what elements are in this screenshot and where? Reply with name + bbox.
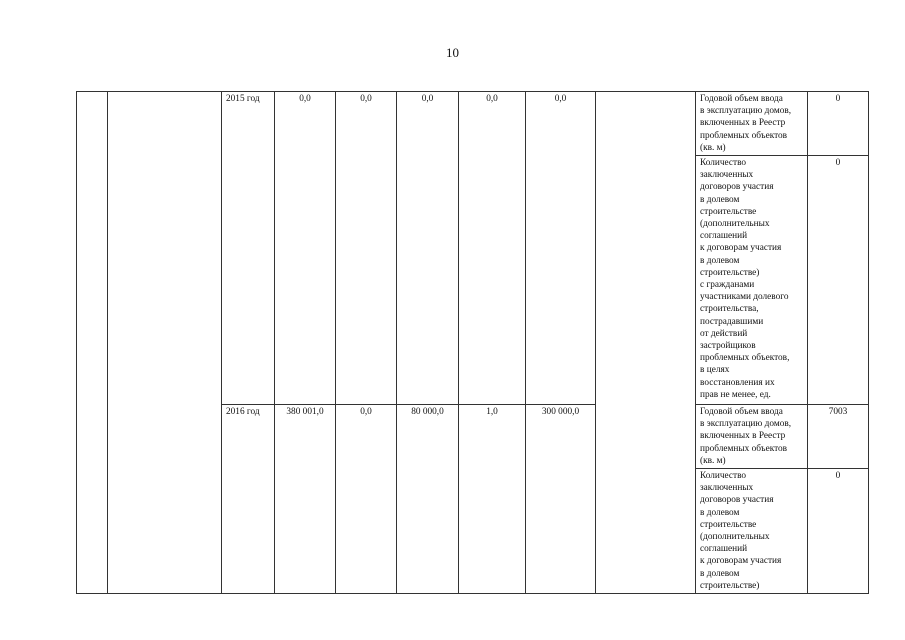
executor-cell (596, 92, 696, 594)
indicator-cell: Годовой объем ввода в эксплуатацию домов, включенных в Реестр проблемных объектов (кв. м) (696, 405, 808, 469)
value-local-cell: 1,0 (459, 405, 526, 594)
indicator-value-cell: 0 (808, 92, 869, 156)
year-cell: 2015 год (222, 92, 275, 405)
indicator-cell: Количество заключенных договоров участия в долевом строительстве (дополнительных соглашений к договорам участия в долевом строительстве) (696, 469, 808, 594)
page-number: 10 (446, 45, 459, 60)
number-cell (77, 92, 108, 594)
value-local-cell: 0,0 (459, 92, 526, 405)
value-other-cell: 300 000,0 (526, 405, 596, 594)
indicator-value-cell: 0 (808, 156, 869, 405)
indicator-value-cell: 7003 (808, 405, 869, 469)
value-federal-cell: 0,0 (336, 405, 397, 594)
program-table (76, 91, 869, 594)
value-total-cell: 380 001,0 (275, 405, 336, 594)
indicator-cell: Количество заключенных договоров участия в долевом строительстве (дополнительных соглашений к договорам участия в долевом строительстве) с гражданами участниками долевого строительства, пострадавшими от действий застройщиков проблемных объектов, в целях восстановления их прав не менее, ед. (696, 156, 808, 405)
year-cell: 2016 год (222, 405, 275, 594)
value-regional-cell: 0,0 (397, 92, 459, 405)
indicator-cell: Годовой объем ввода в эксплуатацию домов, включенных в Реестр проблемных объектов (кв. м) (696, 92, 808, 156)
table-row (77, 92, 869, 156)
measure-name-cell (108, 92, 222, 594)
value-federal-cell: 0,0 (336, 92, 397, 405)
indicator-value-cell: 0 (808, 469, 869, 594)
value-other-cell: 0,0 (526, 92, 596, 405)
value-regional-cell: 80 000,0 (397, 405, 459, 594)
value-total-cell: 0,0 (275, 92, 336, 405)
